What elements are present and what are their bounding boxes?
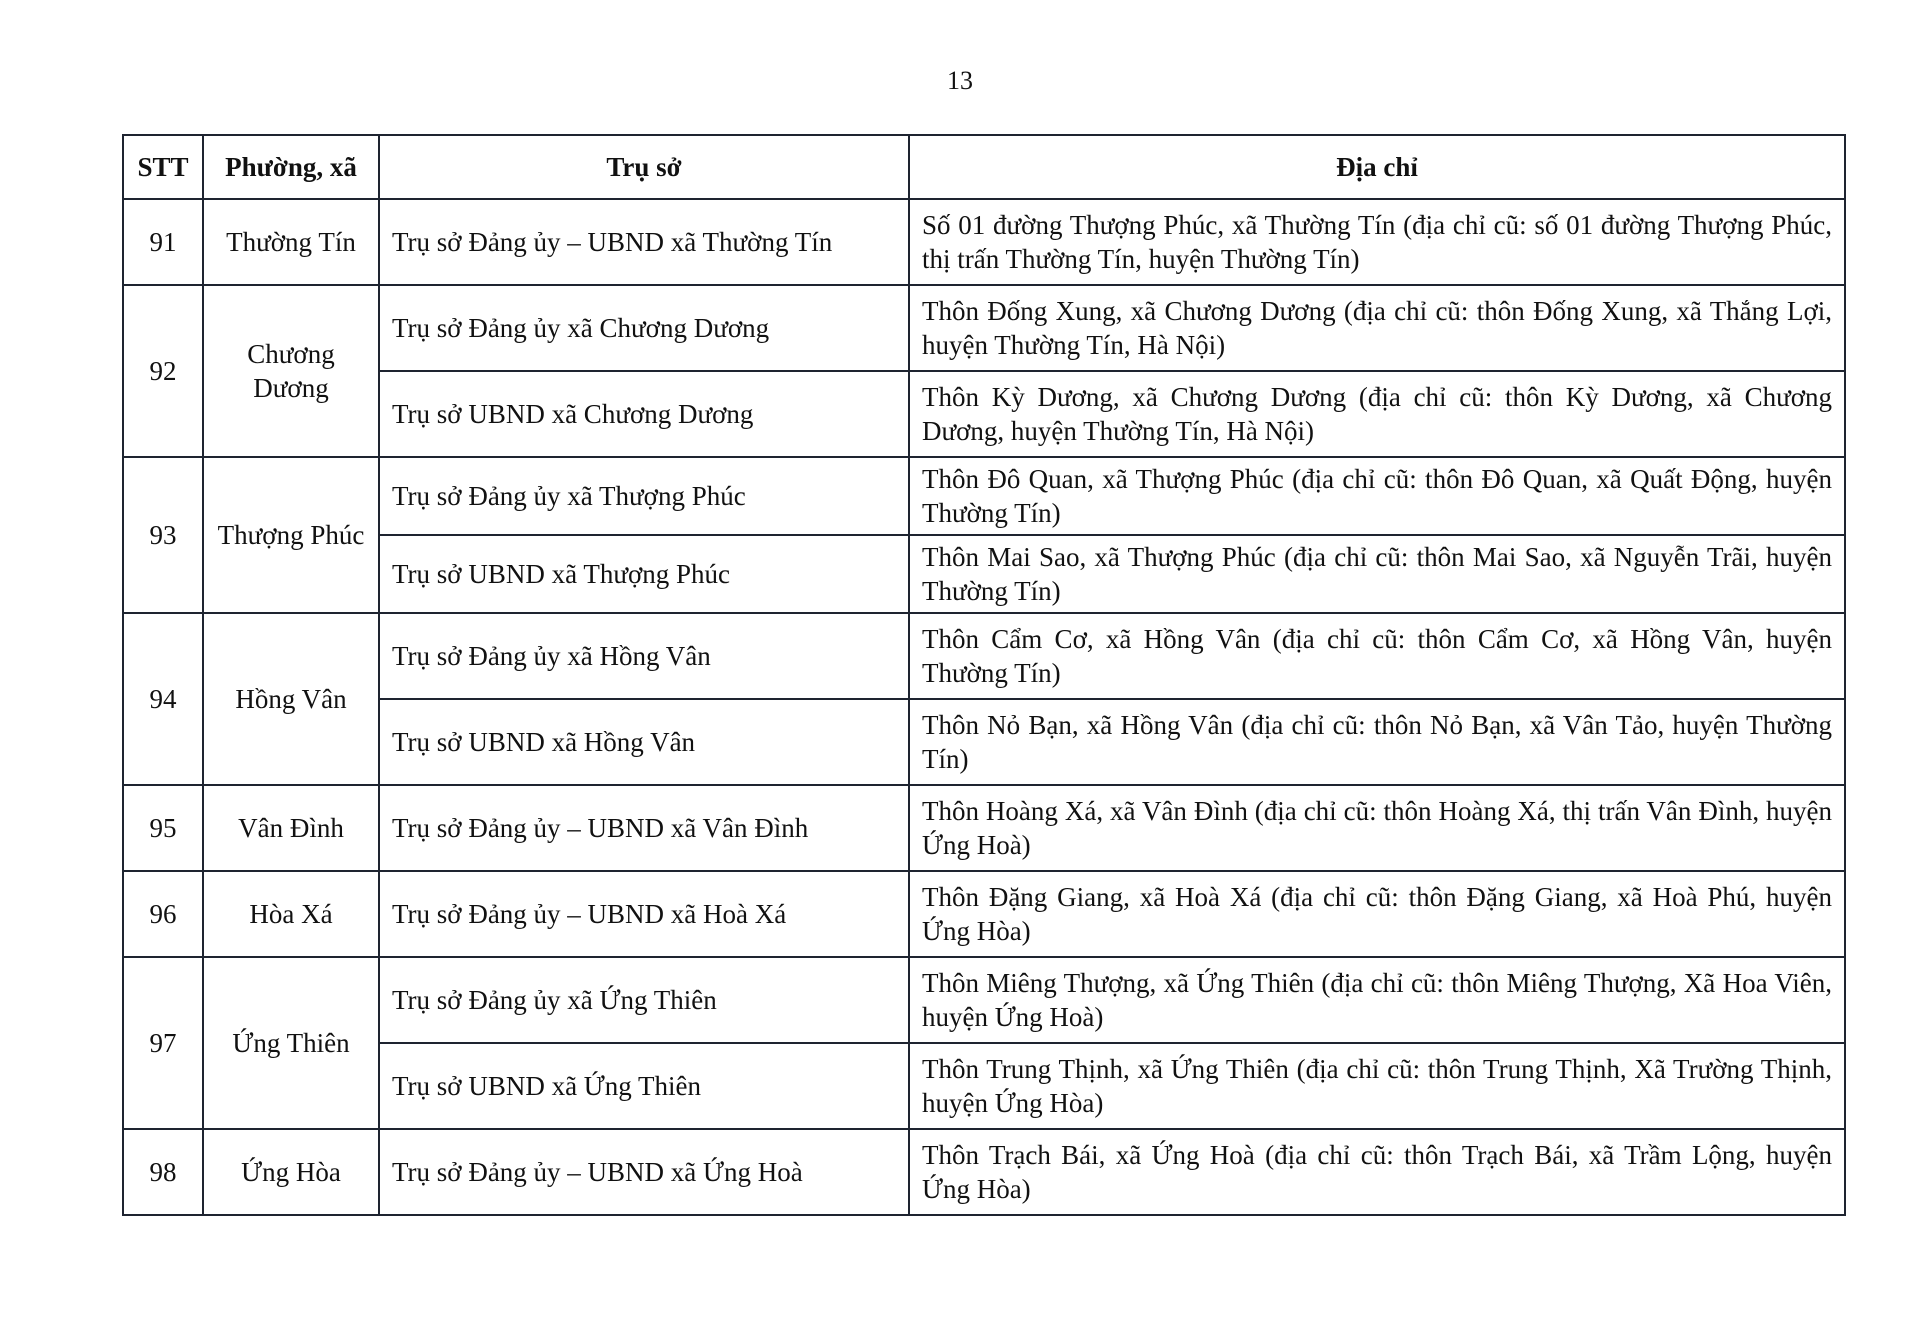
cell-ward: Chương Dương [203, 285, 379, 457]
header-ward: Phường, xã [203, 135, 379, 199]
cell-office: Trụ sở Đảng ủy – UBND xã Ứng Hoà [379, 1129, 909, 1215]
cell-office: Trụ sở Đảng ủy xã Ứng Thiên [379, 957, 909, 1043]
cell-address: Số 01 đường Thượng Phúc, xã Thường Tín (địa chỉ cũ: số 01 đường Thượng Phúc, thị trấn Thường Tín, huyện Thường Tín) [909, 199, 1845, 285]
table-row [123, 613, 1845, 699]
cell-stt: 98 [123, 1129, 203, 1215]
cell-stt: 96 [123, 871, 203, 957]
table-row [123, 957, 1845, 1043]
cell-office: Trụ sở Đảng ủy xã Thượng Phúc [379, 457, 909, 535]
page-number: 13 [947, 66, 973, 95]
cell-address: Thôn Đống Xung, xã Chương Dương (địa chỉ cũ: thôn Đống Xung, xã Thắng Lợi, huyện Thường Tín, Hà Nội) [909, 285, 1845, 371]
cell-stt: 92 [123, 285, 203, 457]
table-row [123, 1129, 1845, 1215]
header-address: Địa chỉ [909, 135, 1845, 199]
cell-office: Trụ sở Đảng ủy – UBND xã Hoà Xá [379, 871, 909, 957]
cell-address: Thôn Trung Thịnh, xã Ứng Thiên (địa chỉ cũ: thôn Trung Thịnh, Xã Trường Thịnh, huyện Ứng Hòa) [909, 1043, 1845, 1129]
cell-address: Thôn Kỳ Dương, xã Chương Dương (địa chỉ cũ: thôn Kỳ Dương, xã Chương Dương, huyện Thường Tín, Hà Nội) [909, 371, 1845, 457]
table-body [123, 199, 1845, 1215]
cell-address: Thôn Cẩm Cơ, xã Hồng Vân (địa chỉ cũ: thôn Cẩm Cơ, xã Hồng Vân, huyện Thường Tín) [909, 613, 1845, 699]
cell-address: Thôn Trạch Bái, xã Ứng Hoà (địa chỉ cũ: thôn Trạch Bái, xã Trầm Lộng, huyện Ứng Hòa) [909, 1129, 1845, 1215]
table-row [123, 199, 1845, 285]
header-stt: STT [123, 135, 203, 199]
cell-office: Trụ sở Đảng ủy – UBND xã Thường Tín [379, 199, 909, 285]
cell-office: Trụ sở Đảng ủy – UBND xã Vân Đình [379, 785, 909, 871]
cell-stt: 91 [123, 199, 203, 285]
table-row [123, 785, 1845, 871]
header-office: Trụ sở [379, 135, 909, 199]
cell-ward: Ứng Thiên [203, 957, 379, 1129]
table-row [123, 371, 1845, 457]
table-row [123, 457, 1845, 535]
table-row [123, 1043, 1845, 1129]
table-row [123, 535, 1845, 613]
cell-stt: 97 [123, 957, 203, 1129]
table-header-row [123, 135, 1845, 199]
cell-ward: Vân Đình [203, 785, 379, 871]
cell-stt: 93 [123, 457, 203, 613]
cell-office: Trụ sở UBND xã Hồng Vân [379, 699, 909, 785]
cell-stt: 94 [123, 613, 203, 785]
cell-office: Trụ sở Đảng ủy xã Hồng Vân [379, 613, 909, 699]
cell-ward: Thượng Phúc [203, 457, 379, 613]
cell-address: Thôn Nỏ Bạn, xã Hồng Vân (địa chỉ cũ: thôn Nỏ Bạn, xã Vân Tảo, huyện Thường Tín) [909, 699, 1845, 785]
office-address-table [122, 134, 1846, 1216]
cell-office: Trụ sở UBND xã Ứng Thiên [379, 1043, 909, 1129]
table-row [123, 285, 1845, 371]
cell-address: Thôn Đô Quan, xã Thượng Phúc (địa chỉ cũ: thôn Đô Quan, xã Quất Động, huyện Thường Tín) [909, 457, 1845, 535]
cell-stt: 95 [123, 785, 203, 871]
cell-address: Thôn Đặng Giang, xã Hoà Xá (địa chỉ cũ: thôn Đặng Giang, xã Hoà Phú, huyện Ứng Hòa) [909, 871, 1845, 957]
cell-office: Trụ sở UBND xã Chương Dương [379, 371, 909, 457]
table-row [123, 699, 1845, 785]
cell-address: Thôn Hoàng Xá, xã Vân Đình (địa chỉ cũ: thôn Hoàng Xá, thị trấn Vân Đình, huyện Ứng Hoà) [909, 785, 1845, 871]
cell-ward: Ứng Hòa [203, 1129, 379, 1215]
table-row [123, 871, 1845, 957]
cell-ward: Hồng Vân [203, 613, 379, 785]
cell-address: Thôn Mai Sao, xã Thượng Phúc (địa chỉ cũ: thôn Mai Sao, xã Nguyễn Trãi, huyện Thường Tín) [909, 535, 1845, 613]
cell-office: Trụ sở Đảng ủy xã Chương Dương [379, 285, 909, 371]
cell-office: Trụ sở UBND xã Thượng Phúc [379, 535, 909, 613]
cell-ward: Thường Tín [203, 199, 379, 285]
cell-address: Thôn Miêng Thượng, xã Ứng Thiên (địa chỉ cũ: thôn Miêng Thượng, Xã Hoa Viên, huyện Ứng Hoà) [909, 957, 1845, 1043]
cell-ward: Hòa Xá [203, 871, 379, 957]
